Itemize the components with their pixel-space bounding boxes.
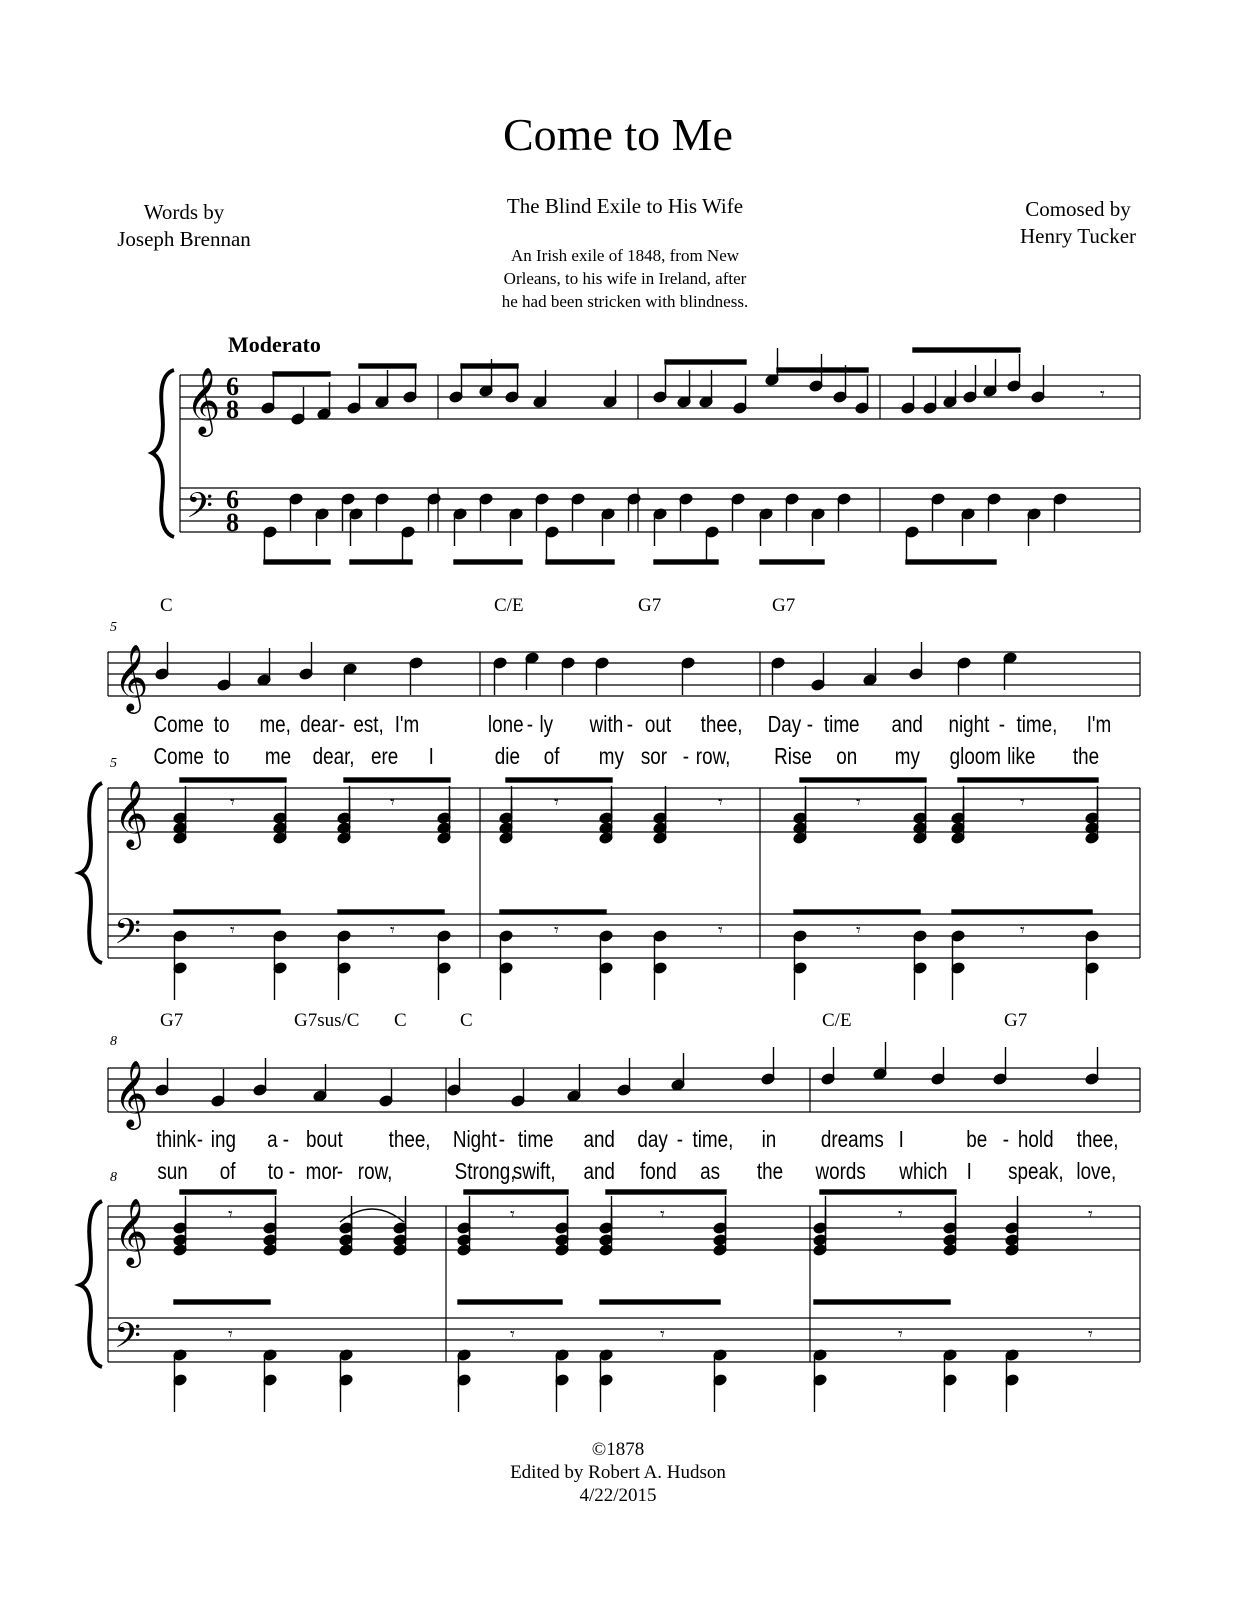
lyric-syllable: Come xyxy=(153,743,204,769)
lyric-syllable: time, xyxy=(1016,711,1058,737)
lyric-syllable: Rise xyxy=(774,743,812,769)
lyric-syllable: Day xyxy=(767,711,802,737)
measure-number: 8 xyxy=(110,1034,117,1049)
words-by-label: Words by xyxy=(143,200,225,224)
note-beam xyxy=(464,1190,568,1194)
lyric-hyphen: - xyxy=(498,1126,505,1152)
eighth-rest-icon: 𝄾 xyxy=(554,792,559,813)
note-beam xyxy=(273,372,330,376)
lyric-syllable: thee, xyxy=(1076,1126,1119,1152)
time-signature-top: 6 xyxy=(226,485,239,514)
lyric-syllable: and xyxy=(583,1126,615,1152)
note-beam xyxy=(794,910,920,914)
lyric-syllable: row, xyxy=(695,743,731,769)
lyric-syllable: I'm xyxy=(394,711,420,737)
lyric-syllable: row, xyxy=(357,1158,393,1184)
lyric-syllable: Come xyxy=(153,711,204,737)
eighth-rest-icon: 𝄾 xyxy=(660,1204,665,1225)
lyric-syllable: swift, xyxy=(512,1158,556,1184)
lyric-syllable: I xyxy=(898,1126,904,1152)
lyric-syllable: I'm xyxy=(1086,711,1112,737)
note-beam xyxy=(665,360,746,364)
lyric-hyphen: - xyxy=(682,743,689,769)
eighth-rest-icon: 𝄾 xyxy=(856,792,861,813)
lyric-syllable: me, xyxy=(259,711,291,737)
lyric-syllable: love, xyxy=(1076,1158,1117,1184)
lyric-syllable: ing xyxy=(210,1126,236,1152)
lyric-syllable: time xyxy=(517,1126,554,1152)
lyric-syllable: sor xyxy=(640,743,668,769)
treble-clef-icon: 𝄞 xyxy=(186,366,221,434)
edit-date: 4/22/2015 xyxy=(579,1485,657,1506)
eighth-rest-icon: 𝄾 xyxy=(230,792,235,813)
time-signature-bottom: 8 xyxy=(226,395,239,424)
lyric-syllable: my xyxy=(598,743,624,769)
system-2-bass-staff xyxy=(108,914,1140,958)
note-beam xyxy=(600,1300,720,1304)
eighth-rest-icon: 𝄾 xyxy=(856,920,861,941)
lyric-syllable: time xyxy=(823,711,860,737)
lyric-syllable: out xyxy=(644,711,672,737)
note-beam xyxy=(654,560,718,564)
lyric-syllable: time, xyxy=(692,1126,734,1152)
lyric-syllable: and xyxy=(583,1158,615,1184)
lyric-syllable: the xyxy=(756,1158,784,1184)
lyric-syllable: Night xyxy=(452,1126,497,1152)
eighth-rest-icon: 𝄾 xyxy=(228,1204,233,1225)
lyric-syllable: night xyxy=(948,711,990,737)
note-beam xyxy=(913,348,1020,352)
lyric-hyphen: - xyxy=(806,711,813,737)
lyric-syllable: be xyxy=(966,1126,988,1152)
note-beam xyxy=(820,1190,956,1194)
description-line: Orleans, to his wife in Ireland, after xyxy=(503,269,747,288)
lyric-syllable: words xyxy=(815,1158,866,1184)
note-beam xyxy=(174,910,280,914)
lyric-syllable: the xyxy=(1072,743,1100,769)
lyric-syllable: hold xyxy=(1017,1126,1054,1152)
note-beam xyxy=(777,368,868,372)
lyric-syllable: of xyxy=(543,743,560,769)
chord-symbol: C/E xyxy=(494,595,524,616)
lyric-syllable: as xyxy=(700,1158,721,1184)
lyric-syllable: thee, xyxy=(700,711,743,737)
song-subtitle: The Blind Exile to His Wife xyxy=(506,194,744,218)
measure-number: 5 xyxy=(110,756,117,771)
lyric-hyphen: - xyxy=(288,1158,295,1184)
note-beam xyxy=(906,560,996,564)
eighth-rest-icon: 𝄾 xyxy=(898,1324,903,1345)
description-line: An Irish exile of 1848, from New xyxy=(510,246,740,265)
chord-symbol: C xyxy=(460,1010,473,1031)
note-beam xyxy=(800,778,926,782)
chord-symbol: G7 xyxy=(160,1010,184,1031)
note-beam xyxy=(606,1190,726,1194)
lyric-syllable: bout xyxy=(306,1126,343,1152)
copyright: ©1878 xyxy=(591,1439,645,1460)
editor-credit: Edited by Robert A. Hudson xyxy=(510,1462,726,1483)
lyric-syllable: sun xyxy=(157,1158,188,1184)
chord-symbol: G7 xyxy=(638,595,662,616)
note-beam xyxy=(454,560,522,564)
chord-symbol: C xyxy=(160,595,173,616)
bass-clef-icon: 𝄢 xyxy=(114,911,142,960)
lyric-syllable: which xyxy=(899,1158,948,1184)
lyricist-name: Joseph Brennan xyxy=(117,227,251,251)
measure-number: 5 xyxy=(110,620,117,635)
lyric-syllable: dreams xyxy=(820,1126,884,1152)
lyric-syllable: and xyxy=(891,711,923,737)
lyric-syllable: day xyxy=(637,1126,668,1152)
note-beam xyxy=(359,364,416,368)
lyric-hyphen: - xyxy=(626,711,633,737)
lyric-hyphen: - xyxy=(282,1126,289,1152)
bass-clef-icon: 𝄢 xyxy=(186,485,214,534)
lyric-syllable: think xyxy=(156,1126,197,1152)
chord-symbol: C/E xyxy=(822,1010,852,1031)
note-beam xyxy=(500,910,606,914)
bass-clef-icon: 𝄢 xyxy=(114,1315,142,1364)
lyric-syllable: my xyxy=(894,743,920,769)
system-2-treble-staff xyxy=(108,788,1140,832)
eighth-rest-icon: 𝄾 xyxy=(660,1324,665,1345)
lyric-syllable: me xyxy=(264,743,292,769)
lyric-syllable: thee, xyxy=(388,1126,431,1152)
note-beam xyxy=(264,560,330,564)
time-signature-bottom: 8 xyxy=(226,508,239,537)
note-beam xyxy=(180,1190,276,1194)
note-beam xyxy=(174,1300,270,1304)
treble-clef-icon: 𝄞 xyxy=(114,1059,149,1127)
system-2-vocal-staff xyxy=(108,652,1140,696)
treble-clef-icon: 𝄞 xyxy=(114,643,149,711)
eighth-rest-icon: 𝄾 xyxy=(510,1204,515,1225)
note-beam xyxy=(760,560,824,564)
note-beam xyxy=(338,910,444,914)
lyric-hyphen: - xyxy=(196,1126,203,1152)
chord-symbol: C xyxy=(394,1010,407,1031)
lyric-syllable: die xyxy=(494,743,520,769)
time-signature-top: 6 xyxy=(226,372,239,401)
eighth-rest-icon: 𝄾 xyxy=(390,920,395,941)
note-beam xyxy=(958,778,1098,782)
chord-symbol: G7 xyxy=(1004,1010,1028,1031)
lyric-syllable: est, xyxy=(353,711,384,737)
treble-clef-icon: 𝄞 xyxy=(114,1197,149,1265)
eighth-rest-icon: 𝄾 xyxy=(1088,1204,1093,1225)
lyric-syllable: dear, xyxy=(312,743,355,769)
eighth-rest-icon: 𝄾 xyxy=(1020,792,1025,813)
description-line: he had been stricken with blindness. xyxy=(501,292,749,311)
lyric-hyphen: - xyxy=(676,1126,683,1152)
eighth-rest-icon: 𝄾 xyxy=(228,1324,233,1345)
lyric-hyphen: - xyxy=(1002,1126,1009,1152)
lyric-syllable: with xyxy=(589,711,624,737)
lyric-syllable: Strong, xyxy=(454,1158,516,1184)
lyric-hyphen: - xyxy=(336,1158,343,1184)
lyric-syllable: fond xyxy=(640,1158,677,1184)
lyric-syllable: to xyxy=(213,743,230,769)
eighth-rest-icon: 𝄾 xyxy=(390,792,395,813)
note-beam xyxy=(814,1300,950,1304)
system-3-bass-staff xyxy=(108,1318,1140,1362)
lyric-syllable: like xyxy=(1007,743,1036,769)
lyric-syllable: gloom xyxy=(949,743,1002,769)
note-beam xyxy=(506,778,612,782)
lyric-syllable: speak, xyxy=(1008,1158,1064,1184)
song-title: Come to Me xyxy=(503,109,733,160)
eighth-rest-icon: 𝄾 xyxy=(230,920,235,941)
note-beam xyxy=(461,364,518,368)
lyric-syllable: I xyxy=(428,743,434,769)
lyric-syllable: on xyxy=(836,743,858,769)
composed-by-label: Comosed by xyxy=(1025,197,1131,221)
lyric-syllable: a xyxy=(267,1126,278,1152)
lyric-hyphen: - xyxy=(338,711,345,737)
lyric-syllable: to xyxy=(213,711,230,737)
eighth-rest-icon: 𝄾 xyxy=(1100,384,1105,405)
treble-clef-icon: 𝄞 xyxy=(114,779,149,847)
lyric-syllable: I xyxy=(966,1158,972,1184)
note-beam xyxy=(350,560,412,564)
composer-name: Henry Tucker xyxy=(1019,224,1137,248)
lyric-syllable: ly xyxy=(539,711,554,737)
lyric-syllable: in xyxy=(761,1126,777,1152)
eighth-rest-icon: 𝄾 xyxy=(898,1204,903,1225)
lyric-hyphen: - xyxy=(526,711,533,737)
eighth-rest-icon: 𝄾 xyxy=(718,792,723,813)
lyric-hyphen: - xyxy=(998,711,1005,737)
chord-symbol: G7sus/C xyxy=(294,1010,360,1031)
measure-number: 8 xyxy=(110,1170,117,1185)
eighth-rest-icon: 𝄾 xyxy=(1088,1324,1093,1345)
lyric-syllable: of xyxy=(219,1158,236,1184)
note-beam xyxy=(344,778,450,782)
eighth-rest-icon: 𝄾 xyxy=(554,920,559,941)
chord-symbol: G7 xyxy=(772,595,796,616)
eighth-rest-icon: 𝄾 xyxy=(718,920,723,941)
eighth-rest-icon: 𝄾 xyxy=(1020,920,1025,941)
lyric-syllable: to xyxy=(267,1158,284,1184)
note-beam xyxy=(546,560,614,564)
lyric-syllable: dear xyxy=(300,711,338,737)
tie-curve xyxy=(340,1209,404,1222)
lyric-syllable: ere xyxy=(370,743,399,769)
note-beam xyxy=(458,1300,562,1304)
system-3-treble-staff xyxy=(108,1206,1140,1250)
tempo-marking: Moderato xyxy=(228,332,321,357)
note-beam xyxy=(180,778,286,782)
lyric-syllable: mor xyxy=(305,1158,339,1184)
eighth-rest-icon: 𝄾 xyxy=(510,1324,515,1345)
footer xyxy=(0,1438,1236,1507)
lyric-syllable: lone xyxy=(487,711,524,737)
note-beam xyxy=(952,910,1092,914)
